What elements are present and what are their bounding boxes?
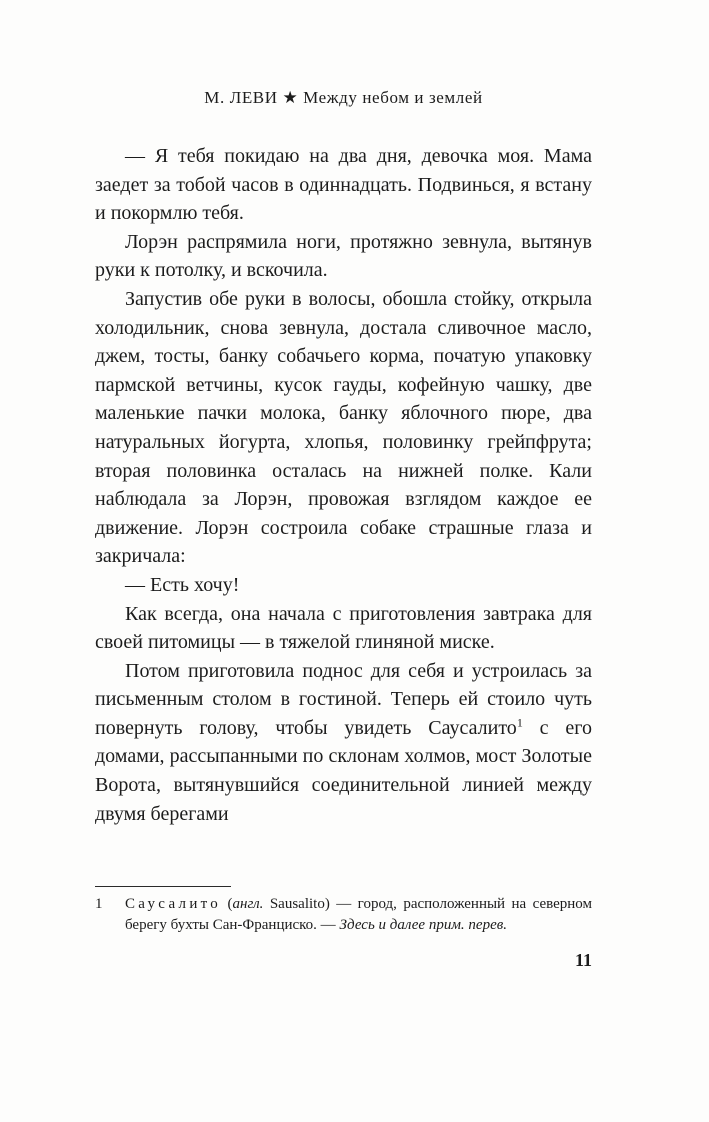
paragraph [95,228,592,285]
page-number: 11 [574,950,592,970]
text-run: — Есть хочу! [125,573,240,596]
text-run: Sausalito) — город, расположенный на северном берегу бухты Сан-Франциско. — [125,896,592,933]
paragraph [95,285,592,571]
footnote [95,886,592,935]
text-run: Как всегда, она начала с приготовления завтрака для своей питомицы — в тяжелой глиняной миске. [95,602,592,654]
footnote-text [95,894,592,935]
text-run: — Я тебя покидаю на два дня, девочка моя. Мама заедет за тобой часов в одиннадцать. Подвинься, я встану и покормлю тебя. [95,145,592,225]
footnote-text-content [125,896,592,933]
text-run: Здесь и далее прим. перев. [339,916,507,933]
text-run: ( [221,896,233,912]
text-run: Лорэн распрямила ноги, протяжно зевнула, вытянув руки к потолку, и вскочила. [95,230,592,282]
body-text [95,142,592,828]
paragraph [95,571,592,600]
text-run: Запустив обе руки в волосы, обошла стойку, открыла холодильник, снова зевнула, достала сливочное масло, джем, тосты, банку собачьего корма, початую упаковку пармской ветчины, кусок гауды, кофейную чашку, две маленькие пачки молока, банку яблочного пюре, два натуральных йогурта, хлопья, половинку грейпфрута; вторая половинка осталась на нижней полке. Кали наблюдала за Лорэн, провожая взглядом каждое ее движение. Лорэн состроила собаке страшные глаза и закричала: [95,287,592,568]
text-run: Потом приготовила поднос для себя и устроилась за письменным столом в гостиной. Теперь ей стоило чуть повернуть голову, чтобы увидеть Саусалито [95,659,592,739]
footnote-reference: 1 [516,715,523,730]
paragraph [95,657,592,829]
text-run: Саусалито [125,896,222,912]
paragraph [95,142,592,228]
text-run: с его домами, рассыпанными по склонам холмов, мост Золотые Ворота, вытянувшийся соединительной линией между двумя берегами [95,716,592,825]
text-run: англ. [232,896,264,912]
running-header: М. ЛЕВИ ★ Между небом и землей [204,88,483,107]
paragraph [95,600,592,657]
footnote-divider [95,886,231,887]
footnote-marker: 1 [95,896,103,912]
